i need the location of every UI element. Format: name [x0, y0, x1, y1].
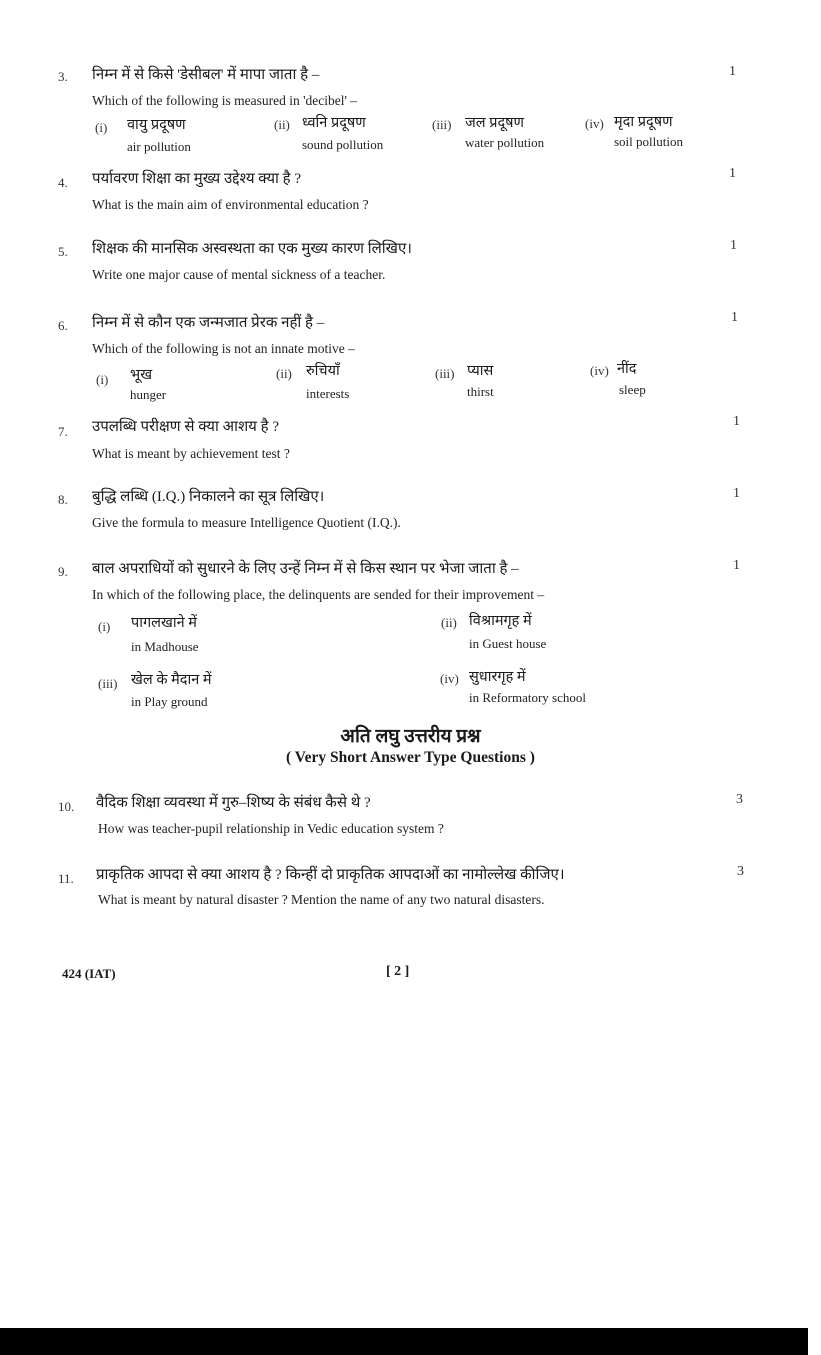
question-text-hindi: निम्न में से किसे 'डेसीबल' में मापा जाता है –: [92, 67, 320, 83]
question-number: 8.: [58, 492, 68, 507]
option-text-hindi: वायु प्रदूषण: [127, 117, 186, 133]
question-marks: 1: [729, 64, 736, 79]
option-text-hindi: भूख: [130, 367, 153, 383]
question-number: 10.: [58, 799, 75, 814]
option-number: (iii): [98, 676, 118, 691]
question-text-hindi: प्राकृतिक आपदा से क्या आशय है ? किन्हीं दो प्राकृतिक आपदाओं का नामोल्लेख कीजिए।: [96, 867, 565, 883]
question-text-hindi: शिक्षक की मानसिक अस्वस्थता का एक मुख्य कारण लिखिए।: [92, 241, 412, 257]
option-text-hindi: प्यास: [467, 363, 494, 379]
question-marks: 1: [731, 310, 738, 325]
question-text-hindi: बाल अपराधियों को सुधारने के लिए उन्हें निम्न में से किस स्थान पर भेजा जाता है –: [92, 561, 519, 577]
option-text-english: in Play ground: [131, 694, 208, 709]
option-number: (iv): [440, 671, 459, 686]
question-number: 5.: [58, 244, 68, 259]
question-text-english: Give the formula to measure Intelligence Quotient (I.Q.).: [92, 515, 401, 530]
question-text-english: What is meant by achievement test ?: [92, 446, 290, 461]
option-text-hindi: ध्वनि प्रदूषण: [302, 115, 366, 131]
question-marks: 1: [733, 558, 740, 573]
section-heading-hindi: अति लघु उत्तरीय प्रश्न: [340, 726, 481, 747]
question-marks: 1: [733, 486, 740, 501]
option-text-english: soil pollution: [614, 134, 683, 149]
question-text-hindi: निम्न में से कौन एक जन्मजात प्रेरक नहीं है –: [92, 315, 325, 331]
question-text-english: In which of the following place, the delinquents are sended for their improvement –: [92, 587, 545, 602]
question-text-english: What is the main aim of environmental education ?: [92, 197, 369, 212]
option-number: (i): [98, 619, 111, 634]
option-number: (iii): [432, 117, 452, 132]
option-text-english: in Madhouse: [131, 639, 199, 654]
option-number: (iv): [590, 363, 609, 378]
option-number: (ii): [274, 117, 290, 132]
scan-border-bar: [0, 1328, 808, 1355]
question-text-english: What is meant by natural disaster ? Mention the name of any two natural disasters.: [98, 892, 545, 907]
question-number: 7.: [58, 424, 68, 439]
option-text-hindi: पागलखाने में: [131, 615, 197, 631]
question-marks: 3: [737, 864, 744, 879]
option-number: (i): [95, 120, 108, 135]
question-marks: 3: [736, 792, 743, 807]
option-text-english: in Guest house: [469, 636, 547, 651]
section-heading-english: ( Very Short Answer Type Questions ): [286, 749, 535, 766]
question-text-hindi: उपलब्धि परीक्षण से क्या आशय है ?: [92, 419, 279, 435]
option-number: (iv): [585, 116, 604, 131]
question-text-hindi: बुद्धि लब्धि (I.Q.) निकालने का सूत्र लिखिए।: [92, 489, 325, 505]
option-text-english: sound pollution: [302, 137, 384, 152]
question-text-hindi: पर्यावरण शिक्षा का मुख्य उद्देश्य क्या है ?: [92, 171, 302, 187]
question-text-hindi: वैदिक शिक्षा व्यवस्था में गुरु–शिष्य के संबंध कैसे थे ?: [96, 795, 371, 811]
option-text-english: thirst: [467, 384, 494, 399]
question-number: 4.: [58, 175, 68, 190]
option-text-hindi: नींद: [617, 361, 637, 377]
option-text-hindi: मृदा प्रदूषण: [614, 114, 673, 130]
question-number: 3.: [58, 69, 68, 84]
option-text-hindi: रुचियाँ: [306, 363, 340, 379]
option-text-english: air pollution: [127, 139, 191, 154]
option-text-english: water pollution: [465, 135, 545, 150]
question-text-english: Which of the following is not an innate motive –: [92, 341, 355, 356]
option-number: (ii): [441, 615, 457, 630]
option-text-english: in Reformatory school: [469, 690, 586, 705]
question-number: 9.: [58, 564, 68, 579]
question-text-english: How was teacher-pupil relationship in Vedic education system ?: [98, 821, 444, 836]
question-number: 6.: [58, 318, 68, 333]
question-marks: 1: [729, 166, 736, 181]
option-text-hindi: विश्रामगृह में: [469, 613, 532, 629]
option-text-english: interests: [306, 386, 350, 401]
option-text-hindi: जल प्रदूषण: [465, 115, 525, 131]
option-number: (iii): [435, 366, 455, 381]
question-text-english: Write one major cause of mental sickness of a teacher.: [92, 267, 386, 282]
question-number: 11.: [58, 871, 74, 886]
question-text-english: Which of the following is measured in 'decibel' –: [92, 93, 358, 108]
question-marks: 1: [730, 238, 737, 253]
option-text-hindi: सुधारगृह में: [469, 669, 526, 685]
option-text-hindi: खेल के मैदान में: [131, 672, 212, 688]
option-text-english: sleep: [619, 382, 646, 397]
option-number: (ii): [276, 366, 292, 381]
question-marks: 1: [733, 414, 740, 429]
paper-code: 424 (IAT): [62, 966, 116, 981]
option-text-english: hunger: [130, 387, 167, 402]
page-number: [ 2 ]: [386, 964, 410, 979]
option-number: (i): [96, 372, 109, 387]
